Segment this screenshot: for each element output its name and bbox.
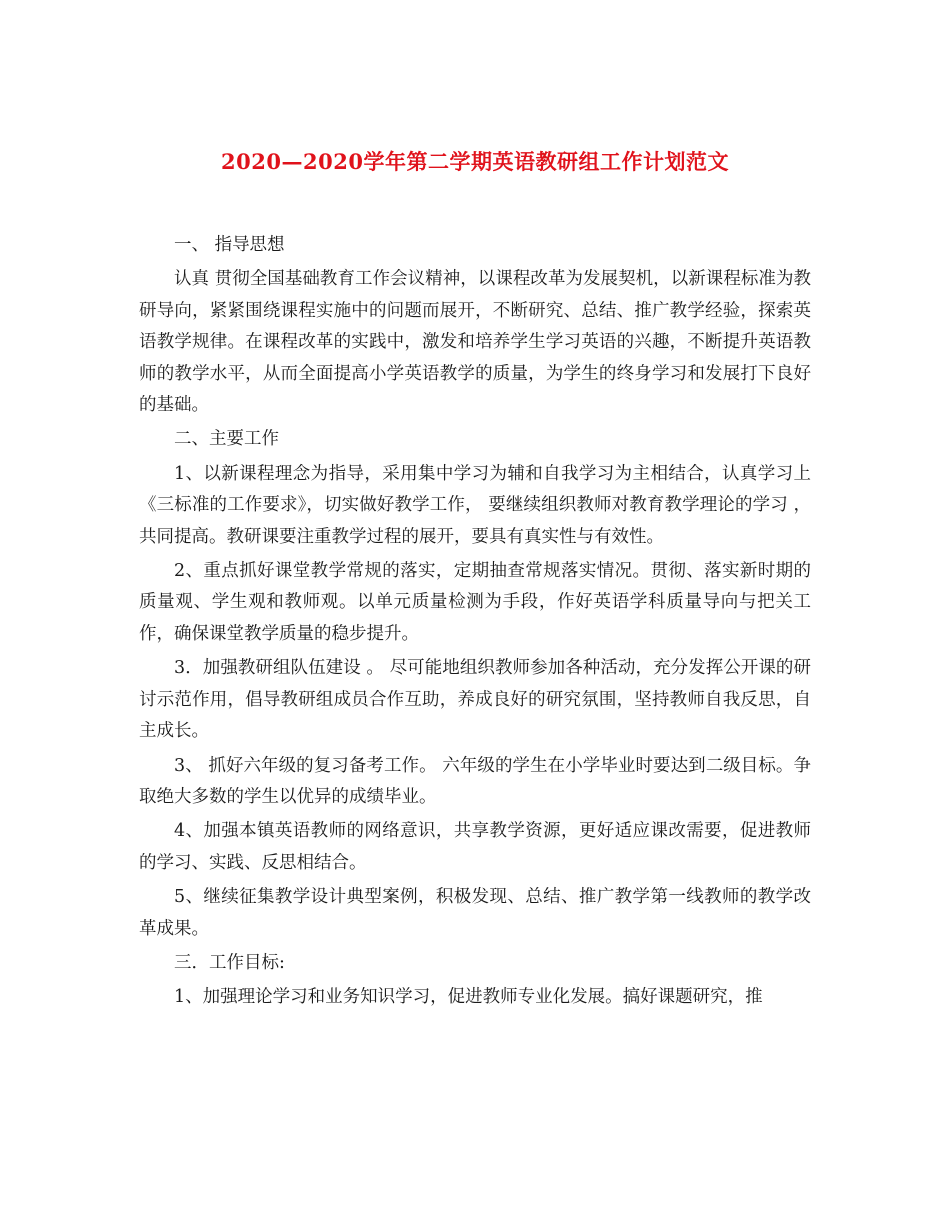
- paragraph: 3、 抓好六年级的复习备考工作。 六年级的学生在小学毕业时要达到二级目标。争取绝大多数的学生以优异的成绩毕业。: [139, 755, 811, 807]
- paragraph: 4、加强本镇英语教师的网络意识，共享教学资源，更好适应课改需要，促进教师的学习、实践、反思相结合。: [139, 821, 811, 873]
- paragraph: 5、继续征集教学设计典型案例，积极发现、总结、推广教学第一线教师的教学改革成果。: [139, 887, 811, 939]
- paragraph: 1、加强理论学习和业务知识学习，促进教师专业化发展。搞好课题研究，推: [174, 987, 763, 1008]
- paragraph: 2、重点抓好课堂教学常规的落实，定期抽查常规落实情况。贯彻、落实新时期的质量观、学生观和教师观。以单元质量检测为手段，作好英语学科质量导向与把关工作，确保课堂教学质量的稳步提升。: [139, 561, 811, 644]
- paragraph: 认真 贯彻全国基础教育工作会议精神，以课程改革为发展契机，以新课程标准为教研导向，紧紧围绕课程实施中的问题而展开，不断研究、总结、推广教学经验，探索英语教学规律。在课程改革的实践中，激发和培养学生学习英语的兴趣，不断提升英语教师的教学水平，从而全面提高小学英语教学的质量，为学生的终身学习和发展打下良好的基础。: [139, 269, 811, 416]
- document-title: 2020—2020学年第二学期英语教研组工作计划范文: [221, 149, 729, 174]
- section-heading-guiding-thought: 一、 指导思想: [174, 235, 285, 255]
- section-heading-work-goals: 三．工作目标:: [174, 952, 285, 973]
- document-body: [139, 230, 811, 1014]
- section-heading-main-work: 二、主要工作: [174, 429, 279, 450]
- paragraph: 3．加强教研组队伍建设 。 尽可能地组织教师参加各种活动，充分发挥公开课的研讨示范作用，倡导教研组成员合作互助，养成良好的研究氛围，坚持教师自我反思，自主成长。: [139, 658, 811, 742]
- paragraph: 1、以新课程理念为指导，采用集中学习为辅和自我学习为主相结合，认真学习上《三标准的工作要求》，切实做好教学工作， 要继续组织教师对教育教学理论的学习 ，共同提高。教研课要注重教学过程的展开，要具有真实性与有效性。: [139, 463, 811, 547]
